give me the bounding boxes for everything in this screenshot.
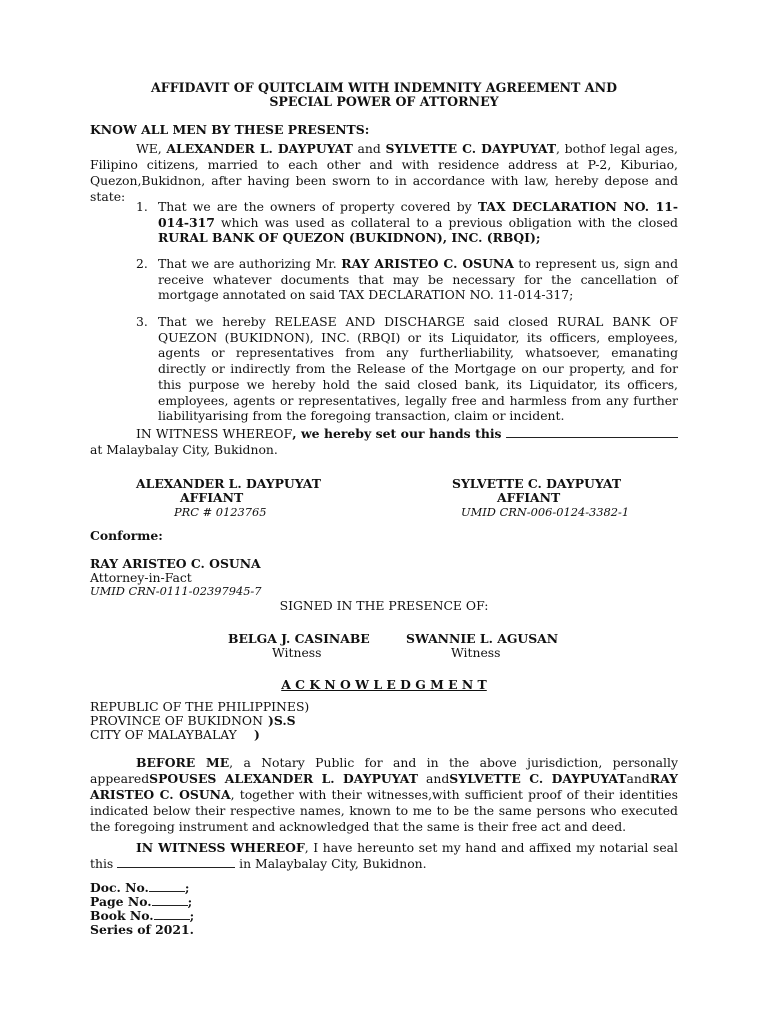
witness-b-role: Witness xyxy=(451,645,501,660)
list-item-text: That we hereby RELEASE AND DISCHARGE said closed RURAL BANK OF QUEZON (BUKIDNON), INC. (RBQI) or its Liquidator, its officers, employees, agents or representatives from any furtherliability, whatsoever, emanating directly or indirectly from the Release of the Mortgage on our property, and for this purpose we hereby hold the said closed bank, its Liquidator, its officers, employees, agents or representatives, legally free and harmless from any further liabilityarising from the foregoing transaction, claim or incident. xyxy=(158,314,678,424)
book-no-semi: ; xyxy=(189,908,195,923)
witness-a-role: Witness xyxy=(272,645,322,660)
list-item-text: That we are authorizing Mr. xyxy=(158,256,342,271)
list-item-2 xyxy=(90,256,678,303)
list-item-3 xyxy=(90,314,678,424)
venue-ss: )S.S xyxy=(268,713,296,728)
intro-we: WE, xyxy=(136,141,167,156)
bank-name: RURAL BANK OF QUEZON (BUKIDNON), INC. (RBQI); xyxy=(158,230,541,246)
attorney-id: UMID CRN-0111-02397945-7 xyxy=(90,584,262,598)
witness-b-name: SWANNIE L. AGUSAN xyxy=(406,631,559,646)
before-spouses: SPOUSES ALEXANDER L. DAYPUYAT xyxy=(149,771,418,786)
attorney-name: RAY ARISTEO C. OSUNA xyxy=(90,556,261,571)
page-no-semi: ; xyxy=(187,894,193,909)
venue-paren: ) xyxy=(254,727,260,742)
witness2-lead: IN WITNESS WHEREOF xyxy=(136,840,305,855)
page-no xyxy=(90,894,192,909)
venue-republic: REPUBLIC OF THE PHILIPPINES) xyxy=(90,699,310,714)
book-no xyxy=(90,908,194,923)
page-no-label: Page No. xyxy=(90,894,152,909)
date-blank xyxy=(506,427,678,438)
list-item-1 xyxy=(90,199,678,246)
conforme-label: Conforme: xyxy=(90,528,163,543)
doc-no-semi: ; xyxy=(184,880,190,895)
list-item-number: 2. xyxy=(136,256,148,271)
before-me-paragraph xyxy=(90,755,678,835)
before-name-3: RAY ARISTEO C. OSUNA xyxy=(90,771,678,802)
attorney-role: Attorney-in-Fact xyxy=(90,570,192,585)
witness-paragraph-2 xyxy=(90,840,678,872)
affiant-2-role: AFFIANT xyxy=(497,490,561,505)
affiant-1-role: AFFIANT xyxy=(180,490,244,505)
doc-no-label: Doc. No. xyxy=(90,880,149,895)
title-line-1: AFFIDAVIT OF QUITCLAIM WITH INDEMNITY AGREEMENT AND xyxy=(150,80,618,95)
attorney-name-ref: RAY ARISTEO C. OSUNA xyxy=(341,256,514,271)
list-item-text: That we are the owners of property covered by xyxy=(158,199,478,214)
book-no-blank xyxy=(154,909,190,920)
affiant-1-name: ALEXANDER L. DAYPUYAT xyxy=(136,476,321,491)
list-item-text: to represent us, sign and receive whatever documents that may be necessary for the cancellation of mortgage annotated on said TAX DECLARATION NO. 11-014-317; xyxy=(158,256,679,303)
intro-and: and xyxy=(352,141,386,156)
witness-a-name: BELGA J. CASINABE xyxy=(228,631,370,646)
before-text-4: , together with their witnesses,with sufficient proof of their identities indicated below their respective names, known to me to be the same persons who executed the foregoing instrument and acknowledged that the same is their free act and deed. xyxy=(90,787,678,834)
witness2-text-2: in Malaybalay City, Bukidnon. xyxy=(235,856,427,871)
signed-presence-heading: SIGNED IN THE PRESENCE OF: xyxy=(279,598,489,613)
notary-date-blank xyxy=(117,857,235,868)
witness-text-1: , we hereby set our hands this xyxy=(292,426,506,441)
witness2-text-1: , I have hereunto set my hand and affixed my notarial seal this xyxy=(90,840,678,871)
witness-text-2: at Malaybalay City, Bukidnon. xyxy=(90,442,278,457)
before-name-2: SYLVETTE C. DAYPUYAT xyxy=(449,771,627,786)
before-text-3: and xyxy=(626,771,650,786)
intro-name-1: ALEXANDER L. DAYPUYAT xyxy=(166,141,353,156)
book-no-label: Book No. xyxy=(90,908,154,923)
affiant-2-id: UMID CRN-006-0124-3382-1 xyxy=(461,505,630,519)
witness-paragraph-1 xyxy=(90,426,678,458)
page-no-blank xyxy=(152,895,188,906)
intro-paragraph xyxy=(90,141,678,205)
series-line: Series of 2021. xyxy=(90,922,194,937)
list-item-number: 3. xyxy=(136,314,148,329)
affiant-2-name: SYLVETTE C. DAYPUYAT xyxy=(452,476,622,491)
list-item-text: which was used as collateral to a previous obligation with the closed xyxy=(214,214,678,230)
affiant-1-id: PRC # 0123765 xyxy=(174,505,267,519)
title-line-2: SPECIAL POWER OF ATTORNEY xyxy=(269,94,499,109)
list-item-number: 1. xyxy=(136,199,148,214)
doc-no-blank xyxy=(149,881,185,892)
intro-name-2: SYLVETTE C. DAYPUYAT xyxy=(385,141,557,156)
tax-declaration-ref: TAX DECLARATION NO. 11-014-317 xyxy=(158,199,678,230)
venue-city: CITY OF MALAYBALAY xyxy=(90,727,237,742)
venue-province: PROVINCE OF BUKIDNON xyxy=(90,713,263,728)
before-lead: BEFORE ME xyxy=(136,755,230,770)
before-text-2: and xyxy=(417,771,450,786)
intro-rest: , bothof legal ages, Filipino citizens, married to each other and with residence address at P-2, Kiburiao, Quezon,Bukidnon, after having been sworn to in accordance with law, hereby depose and state: xyxy=(90,141,678,204)
acknowledgment-heading: A C K N O W L E D G M E N T xyxy=(281,677,487,692)
witness-lead: IN WITNESS WHEREOF xyxy=(136,426,293,441)
before-text-1: , a Notary Public for and in the above jurisdiction, personally appeared xyxy=(90,755,678,786)
doc-no xyxy=(90,880,189,895)
know-all-heading: KNOW ALL MEN BY THESE PRESENTS: xyxy=(90,122,370,137)
